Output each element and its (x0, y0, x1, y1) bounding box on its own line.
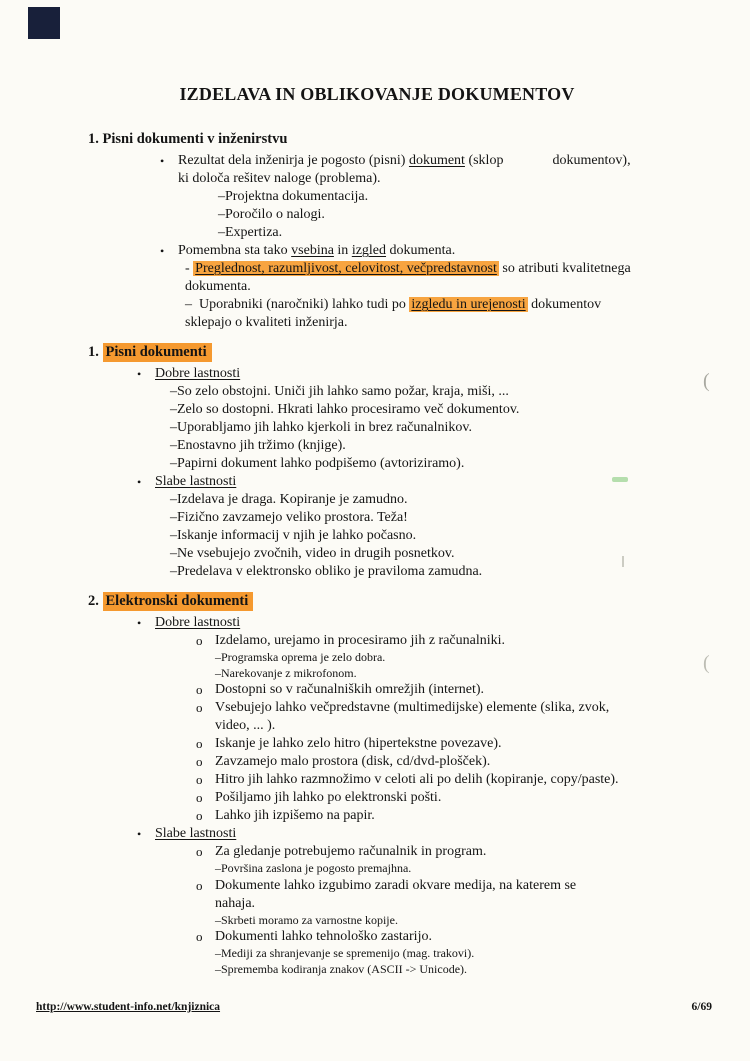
text-line: ki določa rešitev naloge (problema). (178, 171, 381, 186)
list-item: –Enostavno jih tržimo (knjige). (170, 438, 346, 453)
sub-dash-item: –Poročilo o nalogi. (218, 207, 325, 222)
bullet-item-pomembna (160, 242, 666, 260)
sub-dash-item: –Projektna dokumentacija. (218, 189, 369, 204)
list-item: –Zelo so dostopni. Hkrati lahko procesiramo več dokumentov. (170, 402, 520, 417)
list-item: –Ne vsebujejo zvočnih, video in drugih posnetkov. (170, 546, 455, 561)
circle-bullet-icon: o (196, 700, 203, 715)
item-text: Lahko jih izpišemo na papir. (215, 808, 375, 823)
circle-item (196, 928, 666, 977)
item-text: Dokumenti lahko tehnološko zastarijo. (215, 929, 432, 944)
circle-item (196, 735, 666, 753)
scan-artifact-green-mark (612, 477, 628, 482)
circle-bullet-icon: o (196, 736, 203, 751)
bullet-item-slabe-lastnosti (137, 825, 666, 843)
list-item: –So zelo obstojni. Uniči jih lahko samo požar, kraja, miši, ... (170, 384, 509, 399)
list-item: –Iskanje informacij v njih je lahko počasno. (170, 528, 417, 543)
text-segment: Rezultat dela inženirja je pogosto (pisni) (178, 153, 409, 168)
circle-item (196, 753, 666, 771)
item-text: Vsebujejo lahko večpredstavne (multimedijske) elemente (slika, zvok, (215, 700, 610, 715)
item-text: Iskanje je lahko zelo hitro (hipertekstne povezave). (215, 736, 502, 751)
circle-item (196, 699, 666, 735)
sub-dash-item: –Expertiza. (218, 225, 283, 240)
scan-artifact-paren: ( (703, 370, 710, 392)
text-segment: (sklop dokumentov), (464, 153, 631, 168)
text-segment: Pomembna sta tako (178, 243, 292, 258)
section-title-highlight: Pisni dokumenti (103, 343, 212, 362)
text-line (178, 242, 455, 260)
bullet-item-dobre-lastnosti (137, 365, 666, 383)
bullet-icon: • (160, 154, 165, 168)
list-item: –Izdelava je draga. Kopiranje je zamudno. (170, 492, 408, 507)
group-label: Slabe lastnosti (155, 474, 237, 489)
circle-item (196, 877, 666, 929)
item-text: Izdelamo, urejamo in procesiramo jih z računalniki. (215, 633, 506, 648)
circle-bullet-icon: o (196, 790, 203, 805)
list-item: –Fizično zavzamejo veliko prostora. Teža! (170, 510, 408, 525)
list-item: –Predelava v elektronsko obliko je praviloma zamudna. (170, 564, 483, 579)
circle-bullet-icon: o (196, 808, 203, 823)
item-note: –Narekovanje z mikrofonom. (215, 665, 357, 680)
dash-item-uporabniki (185, 296, 666, 332)
text-segment: dokumenta. (386, 243, 456, 258)
document-content (88, 84, 666, 977)
underlined-term: dokument (408, 153, 465, 168)
circle-item (196, 681, 666, 699)
item-text: nahaja. (215, 895, 256, 911)
group-label: Dobre lastnosti (155, 615, 241, 630)
list-item: –Uporabljamo jih lahko kjerkoli in brez računalnikov. (170, 420, 472, 435)
text-line (178, 152, 631, 170)
bullet-item-slabe-lastnosti (137, 473, 666, 491)
item-text: video, ... ). (215, 718, 276, 733)
item-note: –Skrbeti moramo za varnostne kopije. (215, 912, 398, 927)
dash-marker: – (185, 297, 199, 312)
group-label: Slabe lastnosti (155, 826, 237, 841)
circle-bullet-icon: o (196, 877, 203, 893)
section-elektronski-dokumenti (88, 593, 666, 977)
scan-artifact-paren: ( (703, 652, 710, 674)
section-2-heading (88, 344, 666, 361)
circle-bullet-icon: o (196, 929, 203, 944)
item-note: –Površina zaslona je pogosto premajhna. (215, 861, 412, 875)
circle-item (196, 807, 666, 825)
circle-bullet-icon: o (196, 633, 203, 648)
dash-marker: - (185, 261, 194, 276)
underlined-term: izgled (351, 243, 387, 258)
document-title: IZDELAVA IN OBLIKOVANJE DOKUMENTOV (179, 84, 575, 104)
dash-item-atributi (185, 260, 666, 296)
item-text: Hitro jih lahko razmnožimo v celoti ali po delih (kopiranje, copy/paste). (215, 772, 619, 787)
item-text: Za gledanje potrebujemo računalnik in program. (215, 844, 487, 859)
text-line (185, 296, 666, 314)
section-number: 2. (88, 593, 99, 609)
underlined-term: vsebina (291, 243, 334, 258)
group-label: Dobre lastnosti (155, 366, 241, 381)
highlighted-phrase: Preglednost, razumljivost, celovitost, večpredstavnost (195, 261, 497, 276)
section-number: 1. (88, 344, 99, 360)
section-1-heading: 1. Pisni dokumenti v inženirstvu (88, 131, 288, 147)
circle-item (196, 771, 666, 789)
circle-bullet-icon: o (196, 682, 203, 697)
circle-item (196, 789, 666, 807)
scan-artifact-tick (622, 556, 624, 567)
text-segment: in (333, 243, 352, 258)
text-line: dokumenta. (185, 279, 251, 294)
item-note: –Sprememba kodiranja znakov (ASCII -> Unicode). (215, 961, 468, 976)
circle-bullet-icon: o (196, 772, 203, 787)
bullet-icon: • (160, 244, 165, 258)
circle-bullet-icon: o (196, 754, 203, 769)
bullet-item-rezultat (160, 152, 666, 242)
section-pisni-dokumenti-v-inzenirstvu (88, 131, 666, 332)
item-text: Dokumente lahko izgubimo zaradi okvare medija, na katerem se (215, 877, 577, 893)
item-note: –Mediji za shranjevanje se spremenijo (mag. trakovi). (215, 946, 475, 960)
item-note: –Programska oprema je zelo dobra. (215, 650, 386, 664)
page-number: 6/69 (691, 1001, 712, 1013)
circle-item (196, 632, 666, 681)
list-item: –Papirni dokument lahko podpišemo (avtoriziramo). (170, 456, 465, 471)
bullet-item-dobre-lastnosti (137, 614, 666, 632)
section-title-highlight: Elektronski dokumenti (103, 592, 254, 611)
text-line: sklepajo o kvaliteti inženirja. (185, 315, 348, 330)
section-pisni-dokumenti (88, 344, 666, 581)
item-text: Dostopni so v računalniških omrežjih (internet). (215, 682, 485, 697)
text-segment: Uporabniki (naročniki) lahko tudi po (199, 297, 410, 312)
bullet-icon: • (137, 475, 142, 489)
section-3-heading (88, 593, 666, 610)
circle-bullet-icon: o (196, 844, 203, 859)
item-text: Pošiljamo jih lahko po elektronski pošti. (215, 790, 442, 805)
text-segment: dokumentov (527, 297, 602, 312)
bullet-icon: • (137, 616, 142, 630)
footer-url: http://www.student-info.net/knjiznica (36, 1001, 221, 1013)
circle-item (196, 843, 666, 877)
bullet-icon: • (137, 827, 142, 841)
scan-corner-mark (28, 7, 60, 39)
page-footer (36, 1001, 712, 1013)
highlighted-phrase: izgledu in urejenosti (411, 297, 526, 312)
item-text: Zavzamejo malo prostora (disk, cd/dvd-plošček). (215, 754, 491, 769)
text-line (185, 260, 666, 278)
text-segment: so atributi kvalitetnega (498, 261, 631, 276)
bullet-icon: • (137, 367, 142, 381)
